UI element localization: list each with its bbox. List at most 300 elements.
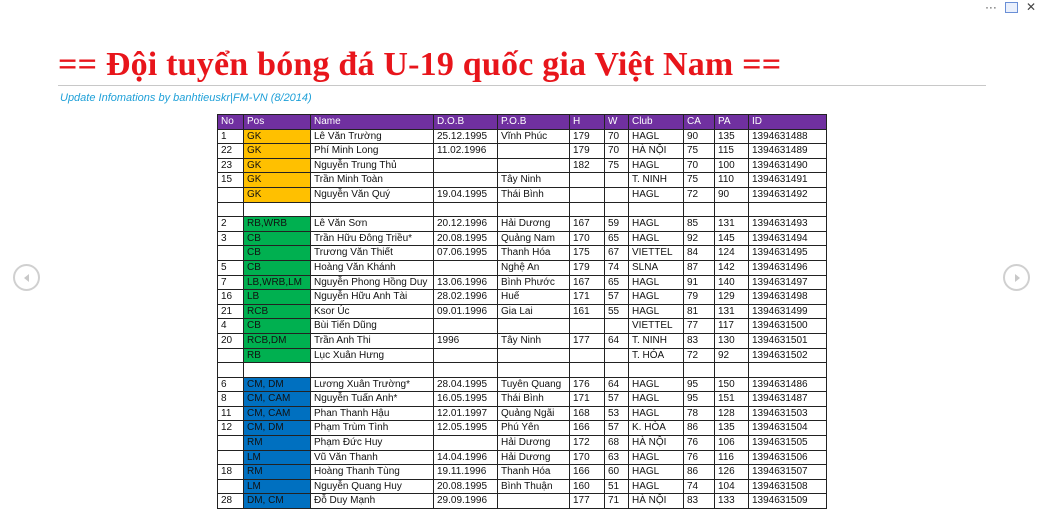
cell-weight: 59 <box>605 217 629 232</box>
cell-dob <box>434 173 498 188</box>
cell-id: 1394631503 <box>749 406 827 421</box>
cell-position: GK <box>244 173 311 188</box>
cell-pob <box>498 494 570 509</box>
cell-no: 7 <box>218 275 244 290</box>
table-row <box>218 129 827 144</box>
cell-ca: 86 <box>684 421 715 436</box>
next-page-button[interactable] <box>1003 264 1030 291</box>
cell-id: 1394631493 <box>749 217 827 232</box>
table-row <box>218 275 827 290</box>
cell-pob: Thái Bình <box>498 187 570 202</box>
cell-pob: Thanh Hóa <box>498 465 570 480</box>
cell-club: HAGL <box>629 465 684 480</box>
cell-id: 1394631494 <box>749 231 827 246</box>
cell-id: 1394631509 <box>749 494 827 509</box>
cell-pa: 150 <box>715 377 749 392</box>
cell-weight <box>605 187 629 202</box>
cell-no: 4 <box>218 319 244 334</box>
cell-name <box>311 363 434 378</box>
cell-no <box>218 479 244 494</box>
cell-height: 175 <box>570 246 605 261</box>
cell-id: 1394631504 <box>749 421 827 436</box>
cell-ca: 90 <box>684 129 715 144</box>
cell-position: CB <box>244 260 311 275</box>
cell-ca: 75 <box>684 173 715 188</box>
cell-ca: 92 <box>684 231 715 246</box>
cell-height: 177 <box>570 333 605 348</box>
cell-height <box>570 363 605 378</box>
table-row <box>218 421 827 436</box>
cell-pa <box>715 363 749 378</box>
cell-position: RB,WRB <box>244 217 311 232</box>
cell-pob: Hải Dương <box>498 436 570 451</box>
cell-id: 1394631495 <box>749 246 827 261</box>
column-header: CA <box>684 115 715 130</box>
cell-no: 1 <box>218 129 244 144</box>
table-row <box>218 187 827 202</box>
cell-dob <box>434 319 498 334</box>
cell-no: 15 <box>218 173 244 188</box>
cell-pob: Hải Dương <box>498 217 570 232</box>
fit-to-window-icon[interactable] <box>1005 2 1018 13</box>
cell-name: Trương Văn Thiết <box>311 246 434 261</box>
cell-no: 20 <box>218 333 244 348</box>
cell-pob: Bình Phước <box>498 275 570 290</box>
cell-dob <box>434 260 498 275</box>
table-row <box>218 246 827 261</box>
page-subtitle: Update Infomations by banhtieuskr|FM-VN (8/2014) <box>60 92 312 104</box>
cell-weight: 70 <box>605 129 629 144</box>
cell-club: HAGL <box>629 187 684 202</box>
cell-height: 176 <box>570 377 605 392</box>
cell-weight: 60 <box>605 465 629 480</box>
cell-ca <box>684 363 715 378</box>
cell-position: CM, CAM <box>244 392 311 407</box>
cell-no <box>218 436 244 451</box>
cell-pa: 151 <box>715 392 749 407</box>
more-options-button[interactable]: ··· <box>984 0 997 14</box>
cell-club <box>629 363 684 378</box>
cell-position: GK <box>244 158 311 173</box>
cell-club: HAGL <box>629 406 684 421</box>
cell-dob: 12.01.1997 <box>434 406 498 421</box>
cell-no: 28 <box>218 494 244 509</box>
cell-pob: Hải Dương <box>498 450 570 465</box>
cell-pa: 135 <box>715 421 749 436</box>
cell-id: 1394631489 <box>749 144 827 159</box>
column-header: Club <box>629 115 684 130</box>
cell-name: Nguyễn Trung Thủ <box>311 158 434 173</box>
cell-weight: 65 <box>605 231 629 246</box>
cell-club: HAGL <box>629 450 684 465</box>
cell-id: 1394631505 <box>749 436 827 451</box>
cell-name: Hoàng Thanh Tùng <box>311 465 434 480</box>
cell-name: Trần Minh Toàn <box>311 173 434 188</box>
cell-pob: Quảng Ngãi <box>498 406 570 421</box>
column-header: Pos <box>244 115 311 130</box>
table-row <box>218 173 827 188</box>
cell-weight <box>605 363 629 378</box>
cell-id: 1394631506 <box>749 450 827 465</box>
cell-pa: 106 <box>715 436 749 451</box>
cell-name: Lê Văn Trường <box>311 129 434 144</box>
cell-height: 170 <box>570 450 605 465</box>
cell-club: HÀ NỘI <box>629 494 684 509</box>
cell-name: Nguyễn Quang Huy <box>311 479 434 494</box>
previous-page-button[interactable] <box>13 264 40 291</box>
cell-position: CM, CAM <box>244 406 311 421</box>
cell-dob: 16.05.1995 <box>434 392 498 407</box>
cell-id <box>749 202 827 217</box>
table-row <box>218 465 827 480</box>
table-header-row <box>218 115 827 130</box>
cell-name: Nguyễn Văn Quý <box>311 187 434 202</box>
cell-no: 6 <box>218 377 244 392</box>
cell-dob: 13.06.1996 <box>434 275 498 290</box>
cell-pob: Gia Lai <box>498 304 570 319</box>
column-header: D.O.B <box>434 115 498 130</box>
cell-name: Nguyễn Tuấn Anh* <box>311 392 434 407</box>
cell-club: T. NINH <box>629 173 684 188</box>
cell-ca: 87 <box>684 260 715 275</box>
cell-no: 12 <box>218 421 244 436</box>
chevron-left-icon <box>22 273 32 283</box>
cell-no <box>218 202 244 217</box>
cell-dob <box>434 348 498 363</box>
cell-pa: 104 <box>715 479 749 494</box>
cell-ca: 70 <box>684 158 715 173</box>
cell-pa: 142 <box>715 260 749 275</box>
cell-height: 171 <box>570 392 605 407</box>
cell-position: LM <box>244 450 311 465</box>
cell-name: Hoàng Văn Khánh <box>311 260 434 275</box>
cell-height <box>570 173 605 188</box>
cell-club: HAGL <box>629 158 684 173</box>
cell-name: Vũ Văn Thanh <box>311 450 434 465</box>
table-row <box>218 217 827 232</box>
cell-weight <box>605 202 629 217</box>
cell-weight: 64 <box>605 333 629 348</box>
cell-height: 160 <box>570 479 605 494</box>
cell-no <box>218 363 244 378</box>
cell-dob: 20.12.1996 <box>434 217 498 232</box>
cell-pa: 131 <box>715 217 749 232</box>
cell-club: VIETTEL <box>629 319 684 334</box>
cell-height: 166 <box>570 465 605 480</box>
cell-pob <box>498 363 570 378</box>
cell-weight: 64 <box>605 377 629 392</box>
cell-position: GK <box>244 129 311 144</box>
cell-position: RM <box>244 436 311 451</box>
cell-name: Phí Minh Long <box>311 144 434 159</box>
cell-pa: 140 <box>715 275 749 290</box>
table-row <box>218 333 827 348</box>
cell-id: 1394631499 <box>749 304 827 319</box>
table-row <box>218 260 827 275</box>
cell-pa: 116 <box>715 450 749 465</box>
cell-height <box>570 187 605 202</box>
cell-name: Phan Thanh Hậu <box>311 406 434 421</box>
column-header: PA <box>715 115 749 130</box>
cell-weight <box>605 173 629 188</box>
cell-weight <box>605 319 629 334</box>
cell-height <box>570 319 605 334</box>
cell-name: Lương Xuân Trường* <box>311 377 434 392</box>
cell-height: 166 <box>570 421 605 436</box>
table-spacer-row <box>218 202 827 217</box>
cell-pa: 135 <box>715 129 749 144</box>
cell-pa: 129 <box>715 290 749 305</box>
cell-dob: 09.01.1996 <box>434 304 498 319</box>
cell-ca: 91 <box>684 275 715 290</box>
cell-id: 1394631497 <box>749 275 827 290</box>
cell-pob: Vĩnh Phúc <box>498 129 570 144</box>
cell-id: 1394631496 <box>749 260 827 275</box>
cell-position <box>244 202 311 217</box>
table-row <box>218 348 827 363</box>
cell-weight: 57 <box>605 392 629 407</box>
cell-no: 11 <box>218 406 244 421</box>
cell-no: 22 <box>218 144 244 159</box>
cell-pa: 145 <box>715 231 749 246</box>
cell-no: 21 <box>218 304 244 319</box>
cell-position: GK <box>244 187 311 202</box>
cell-weight: 53 <box>605 406 629 421</box>
column-header: W <box>605 115 629 130</box>
cell-id: 1394631501 <box>749 333 827 348</box>
cell-weight: 70 <box>605 144 629 159</box>
cell-name: Nguyễn Phong Hồng Duy <box>311 275 434 290</box>
table-row <box>218 392 827 407</box>
cell-ca <box>684 202 715 217</box>
cell-club: HAGL <box>629 290 684 305</box>
cell-weight: 57 <box>605 290 629 305</box>
cell-weight <box>605 348 629 363</box>
table-row <box>218 436 827 451</box>
page-title: == Đội tuyển bóng đá U-19 quốc gia Việt Nam == <box>58 46 782 83</box>
cell-pa: 126 <box>715 465 749 480</box>
cell-pa: 90 <box>715 187 749 202</box>
cell-ca: 83 <box>684 333 715 348</box>
cell-dob: 1996 <box>434 333 498 348</box>
cell-dob: 07.06.1995 <box>434 246 498 261</box>
cell-height: 167 <box>570 217 605 232</box>
table-row <box>218 304 827 319</box>
cell-dob: 11.02.1996 <box>434 144 498 159</box>
cell-pob: Tây Ninh <box>498 173 570 188</box>
cell-position: LB,WRB,LM <box>244 275 311 290</box>
cell-pa: 124 <box>715 246 749 261</box>
title-divider <box>58 85 986 86</box>
cell-ca: 76 <box>684 436 715 451</box>
cell-dob <box>434 158 498 173</box>
table-row <box>218 494 827 509</box>
table-row <box>218 231 827 246</box>
cell-no <box>218 246 244 261</box>
cell-club: SLNA <box>629 260 684 275</box>
cell-pob: Bình Thuận <box>498 479 570 494</box>
cell-no: 2 <box>218 217 244 232</box>
close-button[interactable]: ✕ <box>1025 0 1036 14</box>
cell-no <box>218 450 244 465</box>
cell-position: CB <box>244 231 311 246</box>
cell-no: 16 <box>218 290 244 305</box>
cell-weight: 74 <box>605 260 629 275</box>
cell-ca: 81 <box>684 304 715 319</box>
cell-no: 3 <box>218 231 244 246</box>
cell-ca: 95 <box>684 392 715 407</box>
cell-name: Lê Văn Sơn <box>311 217 434 232</box>
table-row <box>218 144 827 159</box>
cell-height: 167 <box>570 275 605 290</box>
cell-id: 1394631490 <box>749 158 827 173</box>
column-header: Name <box>311 115 434 130</box>
table-row <box>218 158 827 173</box>
cell-club: VIETTEL <box>629 246 684 261</box>
cell-no: 8 <box>218 392 244 407</box>
cell-id: 1394631486 <box>749 377 827 392</box>
cell-dob: 19.11.1996 <box>434 465 498 480</box>
cell-dob: 20.08.1995 <box>434 479 498 494</box>
cell-pob: Quảng Nam <box>498 231 570 246</box>
cell-name: Đỗ Duy Mạnh <box>311 494 434 509</box>
cell-pob <box>498 319 570 334</box>
cell-height: 171 <box>570 290 605 305</box>
cell-weight: 71 <box>605 494 629 509</box>
cell-club: HÀ NỘI <box>629 436 684 451</box>
cell-pob: Nghệ An <box>498 260 570 275</box>
cell-dob: 20.08.1995 <box>434 231 498 246</box>
cell-dob: 25.12.1995 <box>434 129 498 144</box>
cell-name: Trần Anh Thi <box>311 333 434 348</box>
cell-ca: 84 <box>684 246 715 261</box>
cell-pa: 133 <box>715 494 749 509</box>
cell-dob <box>434 202 498 217</box>
cell-club: T. HÓA <box>629 348 684 363</box>
table-body <box>218 129 827 508</box>
column-header: No <box>218 115 244 130</box>
cell-weight: 55 <box>605 304 629 319</box>
cell-height: 177 <box>570 494 605 509</box>
cell-height: 179 <box>570 260 605 275</box>
cell-position: RCB <box>244 304 311 319</box>
cell-pob: Tây Ninh <box>498 333 570 348</box>
cell-weight: 63 <box>605 450 629 465</box>
cell-no: 5 <box>218 260 244 275</box>
table-row <box>218 479 827 494</box>
cell-dob <box>434 363 498 378</box>
table-row <box>218 450 827 465</box>
cell-club: HAGL <box>629 377 684 392</box>
cell-no <box>218 187 244 202</box>
cell-pa: 110 <box>715 173 749 188</box>
cell-club: HAGL <box>629 392 684 407</box>
cell-height <box>570 202 605 217</box>
cell-dob: 29.09.1996 <box>434 494 498 509</box>
cell-club: HAGL <box>629 275 684 290</box>
cell-weight: 51 <box>605 479 629 494</box>
cell-ca: 75 <box>684 144 715 159</box>
cell-id: 1394631487 <box>749 392 827 407</box>
cell-club <box>629 202 684 217</box>
cell-id: 1394631492 <box>749 187 827 202</box>
cell-no: 18 <box>218 465 244 480</box>
column-header: P.O.B <box>498 115 570 130</box>
cell-no: 23 <box>218 158 244 173</box>
cell-position: LM <box>244 479 311 494</box>
cell-id: 1394631491 <box>749 173 827 188</box>
cell-pob <box>498 348 570 363</box>
column-header: ID <box>749 115 827 130</box>
squad-table <box>217 114 827 509</box>
cell-club: HÀ NỘI <box>629 144 684 159</box>
cell-pob <box>498 144 570 159</box>
cell-no <box>218 348 244 363</box>
cell-id: 1394631500 <box>749 319 827 334</box>
cell-name <box>311 202 434 217</box>
cell-dob: 28.02.1996 <box>434 290 498 305</box>
cell-pa: 117 <box>715 319 749 334</box>
cell-height <box>570 348 605 363</box>
table-spacer-row <box>218 363 827 378</box>
cell-pob: Thái Bình <box>498 392 570 407</box>
cell-pa: 128 <box>715 406 749 421</box>
cell-height: 170 <box>570 231 605 246</box>
table-row <box>218 290 827 305</box>
cell-club: HAGL <box>629 231 684 246</box>
cell-height: 182 <box>570 158 605 173</box>
cell-dob: 28.04.1995 <box>434 377 498 392</box>
cell-club: HAGL <box>629 129 684 144</box>
cell-position: RB <box>244 348 311 363</box>
cell-position: CM, DM <box>244 421 311 436</box>
cell-position: CB <box>244 319 311 334</box>
cell-id: 1394631502 <box>749 348 827 363</box>
cell-pob: Huế <box>498 290 570 305</box>
cell-ca: 85 <box>684 217 715 232</box>
cell-ca: 86 <box>684 465 715 480</box>
cell-dob: 12.05.1995 <box>434 421 498 436</box>
cell-pob <box>498 202 570 217</box>
cell-ca: 78 <box>684 406 715 421</box>
cell-weight: 65 <box>605 275 629 290</box>
cell-pa: 92 <box>715 348 749 363</box>
cell-name: Ksor Úc <box>311 304 434 319</box>
cell-club: HAGL <box>629 304 684 319</box>
cell-position <box>244 363 311 378</box>
cell-pa: 115 <box>715 144 749 159</box>
cell-position: CM, DM <box>244 377 311 392</box>
cell-id: 1394631507 <box>749 465 827 480</box>
cell-name: Bùi Tiến Dũng <box>311 319 434 334</box>
cell-ca: 76 <box>684 450 715 465</box>
cell-pob: Thanh Hóa <box>498 246 570 261</box>
cell-ca: 72 <box>684 187 715 202</box>
cell-ca: 77 <box>684 319 715 334</box>
cell-pa: 131 <box>715 304 749 319</box>
cell-name: Nguyễn Hữu Anh Tài <box>311 290 434 305</box>
table-row <box>218 406 827 421</box>
cell-position: LB <box>244 290 311 305</box>
cell-position: GK <box>244 144 311 159</box>
cell-position: RCB,DM <box>244 333 311 348</box>
cell-pob <box>498 158 570 173</box>
cell-dob: 19.04.1995 <box>434 187 498 202</box>
cell-height: 172 <box>570 436 605 451</box>
cell-ca: 72 <box>684 348 715 363</box>
cell-club: HAGL <box>629 217 684 232</box>
cell-dob <box>434 436 498 451</box>
